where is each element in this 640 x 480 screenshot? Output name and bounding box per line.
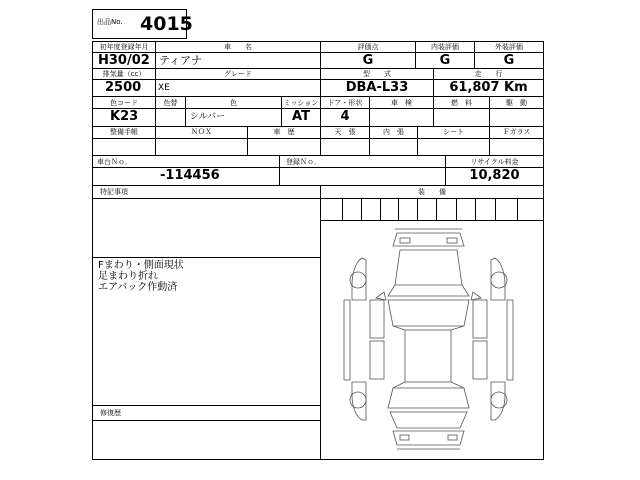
left-mirror <box>376 292 386 300</box>
label-model-code: 型 式 <box>363 70 391 78</box>
tail-right <box>448 435 457 440</box>
label-color-code: 色コード <box>110 99 138 107</box>
label-headliner: 天 張 <box>334 128 356 136</box>
lot-label: 出品No. <box>97 18 123 26</box>
left-front-door <box>370 300 384 338</box>
exterior-grade: G <box>503 53 515 68</box>
tail-left <box>400 435 409 440</box>
first-registration: H30/02 <box>98 53 150 68</box>
trunk <box>390 412 467 428</box>
label-vehicle-history: 車 歴 <box>273 128 295 136</box>
label-remarks: 特記事項 <box>100 188 128 196</box>
left-rear-door <box>370 341 384 379</box>
displacement: 2500 <box>105 80 142 95</box>
label-model: 車 名 <box>224 43 252 51</box>
interior-grade: G <box>439 53 451 68</box>
right-front-fender <box>491 258 505 300</box>
rear-window <box>388 388 469 408</box>
label-equipment: 装 備 <box>418 188 446 196</box>
right-rear-door <box>473 341 487 379</box>
label-displacement: 排気量（cc） <box>102 70 146 78</box>
label-doors: ドア・形状 <box>327 99 363 107</box>
overall-score: G <box>362 53 374 68</box>
label-score: 評価点 <box>357 43 379 51</box>
label-fuel: 燃 料 <box>451 99 472 107</box>
label-mileage: 走 行 <box>474 70 503 78</box>
label-interior-trim: 内 張 <box>383 128 404 136</box>
label-registration-number: 登録Ｎｏ． <box>286 158 321 166</box>
label-chassis-number: 車台Ｎｏ． <box>97 158 132 166</box>
remarks-notes <box>98 260 184 293</box>
label-interior-grade: 内装評価 <box>431 43 459 51</box>
label-color-change: 色替 <box>163 99 178 107</box>
remark-line: Fまわり・側面現状 <box>98 260 184 271</box>
right-mirror <box>471 292 481 300</box>
label-repair-history: 修復歴 <box>100 409 121 417</box>
fog-light-right <box>447 238 457 243</box>
label-color: 色 <box>230 99 237 107</box>
color: シルバー <box>190 112 226 122</box>
remark-line: エアバック作動済 <box>98 282 178 293</box>
color-code: K23 <box>110 109 139 124</box>
label-transmission: ミッション <box>283 99 319 107</box>
left-sill <box>344 300 350 380</box>
label-maintenance-record: 整備手帳 <box>110 128 138 136</box>
rear-bumper <box>393 431 464 445</box>
label-grade: グレード <box>224 70 252 78</box>
model-code: DBA-L33 <box>345 80 409 95</box>
label-front-glass: Ｆガラス <box>502 128 531 136</box>
grade: XE <box>158 83 170 93</box>
recycle-fee: 10,820 <box>469 168 520 183</box>
car-diagram <box>344 229 513 449</box>
right-rear-fender <box>491 382 505 420</box>
label-nox: ＮＯＸ <box>191 128 212 136</box>
doors: 4 <box>340 109 350 124</box>
left-rear-fender <box>352 382 366 420</box>
hood <box>395 250 462 285</box>
label-seat: シート <box>443 128 464 136</box>
windshield <box>388 300 469 326</box>
roof <box>405 330 451 382</box>
chassis-number: -114456 <box>160 168 220 183</box>
label-recycle-fee: リサイクル料金 <box>470 158 519 166</box>
front-bumper <box>393 233 464 246</box>
right-sill <box>507 300 513 380</box>
label-exterior-grade: 外装評価 <box>495 43 523 51</box>
fog-light-left <box>400 238 410 243</box>
transmission: AT <box>292 109 310 124</box>
model-name: ティアナ <box>159 54 203 67</box>
mileage: 61,807 Km <box>449 80 528 95</box>
lot-number: 4015 <box>140 13 193 35</box>
remark-line: 足まわり折れ <box>98 271 158 282</box>
label-drive: 駆 動 <box>506 99 527 107</box>
right-front-door <box>473 300 487 338</box>
label-inspection: 車 検 <box>391 99 412 107</box>
label-first-registration: 初年度登録年月 <box>99 43 149 51</box>
left-front-fender <box>352 258 366 300</box>
